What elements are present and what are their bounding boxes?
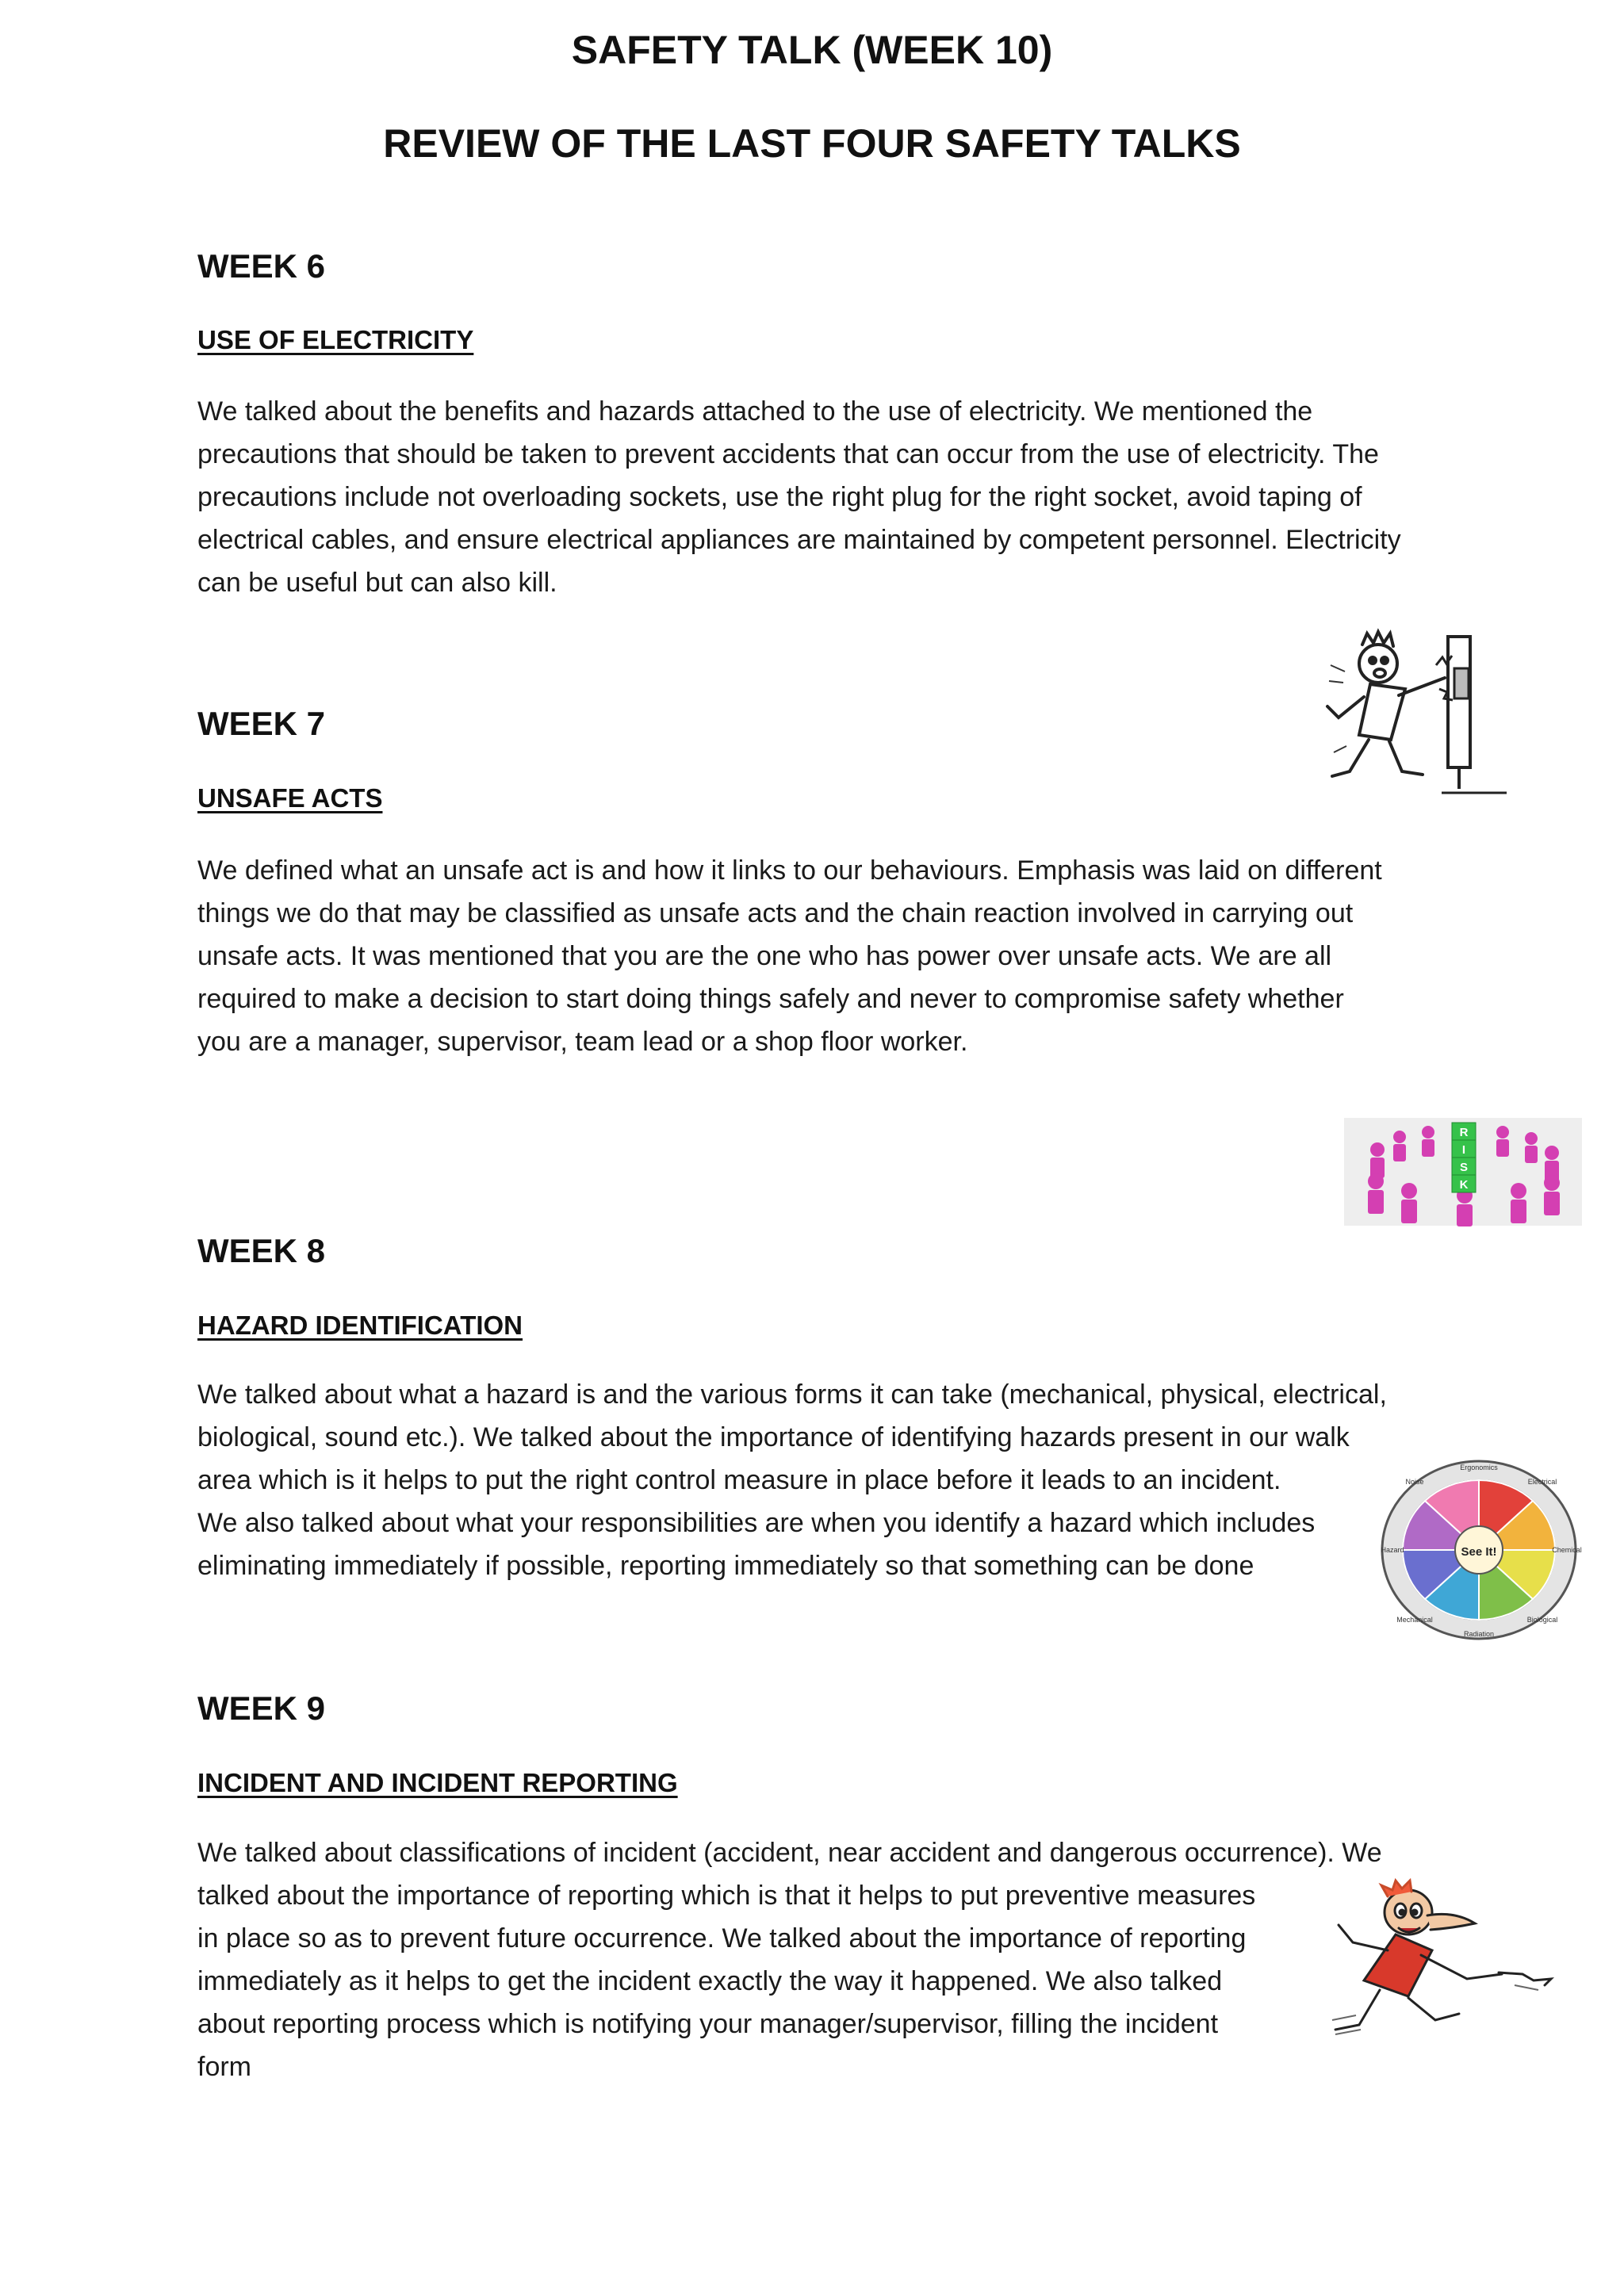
risk-letter: K [1459,1178,1469,1192]
body-line: in place so as to prevent future occurrence. We talked about the importance of reporting [197,1923,1247,1954]
body-line: required to make a decision to start doing things safely and never to compromise safety whether [197,984,1344,1014]
electric-shock-illustration [1323,630,1513,801]
body-line: things we do that may be classified as unsafe acts and the chain reaction involved in carrying out [197,898,1354,928]
wheel-ring-label: Hazard [1381,1546,1404,1554]
body-line: We also talked about what your responsibilities are when you identify a hazard which includes [197,1508,1316,1538]
risk-letter: I [1461,1143,1466,1157]
document-subtitle: REVIEW OF THE LAST FOUR SAFETY TALKS [383,121,1241,166]
running-reporter-illustration [1332,1879,1562,2049]
section-week-heading: WEEK 8 [197,1232,326,1269]
body-line: immediately as it helps to get the incident exactly the way it happened. We also talked [197,1966,1223,1996]
wheel-ring-label: Radiation [1463,1630,1495,1638]
body-line: We talked about classifications of incident (accident, near accident and dangerous occurrence). We [197,1838,1382,1868]
body-line: eliminating immediately if possible, reporting immediately so that something can be done [197,1551,1254,1581]
section-week-heading: WEEK 6 [197,247,326,285]
section-body [197,390,1401,604]
body-line: unsafe acts. It was mentioned that you are the one who has power over unsafe acts. We are all [197,941,1332,971]
hazard-wheel-center: See It! [1461,1545,1497,1559]
section-body [197,849,1382,1063]
section-topic-heading: UNSAFE ACTS [197,783,383,813]
risk-letter: R [1459,1126,1469,1139]
section-week-heading: WEEK 7 [197,705,326,742]
section-body [197,1373,1387,1587]
body-line: We talked about the benefits and hazards attached to the use of electricity. We mentioned the [197,396,1313,427]
section-topic-heading: HAZARD IDENTIFICATION [197,1311,523,1340]
body-line: electrical cables, and ensure electrical appliances are maintained by competent personnel. Electricity [197,525,1401,555]
wheel-ring-label: Mechanical [1396,1616,1433,1624]
section-topic-heading: INCIDENT AND INCIDENT REPORTING [197,1768,678,1797]
body-line: form [197,2052,251,2082]
wheel-ring-label: Biological [1526,1616,1558,1624]
risk-circle-illustration [1344,1118,1582,1226]
body-line: about reporting process which is notifying your manager/supervisor, filling the incident [197,2009,1219,2039]
section-topic-heading: USE OF ELECTRICITY [197,325,474,354]
body-line: talked about the importance of reporting which is that it helps to put preventive measures [197,1881,1256,1911]
body-line: precautions that should be taken to prevent accidents that can occur from the use of electricity. The [197,439,1379,469]
risk-letter: S [1459,1161,1469,1174]
document-title: SAFETY TALK (WEEK 10) [571,28,1053,72]
body-line: can be useful but can also kill. [197,568,557,598]
section-body [197,1831,1382,2088]
wheel-ring-label: Ergonomics [1460,1464,1498,1471]
section-week-heading: WEEK 9 [197,1689,326,1727]
hazard-wheel-illustration [1380,1459,1582,1641]
body-line: biological, sound etc.). We talked about the importance of identifying hazards present in our walk [197,1422,1350,1452]
wheel-ring-label: Electrical [1527,1478,1557,1486]
body-line: you are a manager, supervisor, team lead or a shop floor worker. [197,1027,968,1057]
body-line: area which is it helps to put the right control measure in place before it leads to an incident. [197,1465,1281,1495]
wheel-ring-label: Noise [1405,1478,1424,1486]
wheel-ring-label: Chemical [1552,1546,1582,1554]
body-line: precautions include not overloading sockets, use the right plug for the right socket, avoid taping of [197,482,1362,512]
body-line: We defined what an unsafe act is and how it links to our behaviours. Emphasis was laid on different [197,855,1382,886]
body-line: We talked about what a hazard is and the various forms it can take (mechanical, physical, electrical, [197,1380,1387,1410]
